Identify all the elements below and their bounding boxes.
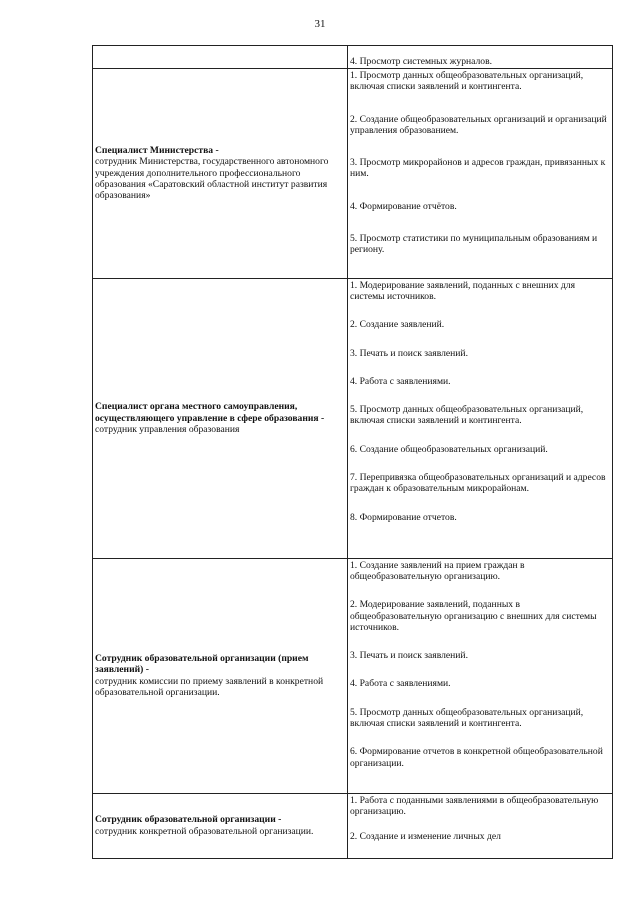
permission-item: 6. Формирование отчетов в конкретной общеобразовательной организации. — [350, 746, 603, 769]
role-description: сотрудник конкретной образовательной организации. — [95, 825, 314, 837]
permission-item: 2. Модерирование заявлений, поданных в общеобразовательную организацию с внешних для системы источников. — [350, 599, 597, 633]
permission-item: 7. Перепривязка общеобразовательных организаций и адресов граждан к образовательным микрорайонам. — [350, 472, 606, 495]
permission-item: 5. Просмотр данных общеобразовательных организаций, включая списки заявлений и контингента. — [350, 706, 584, 730]
permissions-cell — [348, 793, 613, 858]
permission-item: 1. Создание заявлений на прием граждан в общеобразовательную организацию. — [350, 559, 525, 582]
permission-item: 4. Работа с заявлениями. — [350, 678, 451, 690]
role-title: Сотрудник образовательной организации - — [95, 814, 282, 826]
table-row — [93, 278, 613, 558]
permission-item: 4. Работа с заявлениями. — [350, 375, 451, 387]
permission-item: 1. Работа с поданными заявлениями в общеобразовательную организацию. — [350, 794, 599, 817]
permission-item: 2. Создание заявлений. — [350, 319, 445, 331]
permission-item: 4. Формирование отчётов. — [350, 200, 457, 212]
permission-item: 8. Формирование отчетов. — [350, 511, 457, 523]
permission-item: 5. Просмотр статистики по муниципальным образованиям и региону. — [350, 233, 598, 256]
table-row — [93, 46, 613, 69]
role-title: Специалист Министерства - — [95, 145, 219, 157]
role-description: сотрудник управления образования — [95, 423, 240, 435]
permission-item: 6. Создание общеобразовательных организаций. — [350, 443, 548, 455]
permission-item: 3. Просмотр микрорайонов и адресов граждан, привязанных к ним. — [350, 157, 606, 180]
permission-item: 1. Просмотр данных общеобразовательных организаций, включая списки заявлений и контингента. — [350, 70, 584, 93]
permission-item: 4. Просмотр системных журналов. — [350, 55, 493, 67]
table-row — [93, 793, 613, 858]
role-cell — [93, 46, 348, 69]
permissions-cell — [348, 69, 613, 279]
role-cell — [93, 278, 348, 558]
permissions-cell — [348, 558, 613, 793]
permission-item: 3. Печать и поиск заявлений. — [350, 650, 468, 662]
permission-item: 3. Печать и поиск заявлений. — [350, 347, 468, 359]
role-cell — [93, 69, 348, 279]
table-row — [93, 558, 613, 793]
table-row — [93, 69, 613, 279]
permission-item: 5. Просмотр данных общеобразовательных организаций, включая списки заявлений и контингента. — [350, 404, 584, 427]
page-number: 31 — [314, 18, 326, 30]
role-title: Специалист органа местного самоуправления, осуществляющего управление в сфере образования - — [95, 401, 325, 424]
permissions-cell — [348, 278, 613, 558]
permission-item: 2. Создание общеобразовательных организаций и организаций управления образованием. — [350, 113, 607, 136]
role-cell — [93, 558, 348, 793]
role-title: Сотрудник образовательной организации (прием заявлений) - — [95, 653, 309, 676]
role-cell — [93, 793, 348, 858]
permissions-cell — [348, 46, 613, 69]
role-description: сотрудник Министерства, государственного автономного учреждения дополнительного профессионального образования «Саратовский областной институт развития образования» — [95, 156, 329, 202]
permission-item: 1. Модерирование заявлений, поданных с внешних для системы источников. — [350, 279, 575, 302]
roles-table — [92, 45, 613, 859]
role-description: сотрудник комиссии по приему заявлений в конкретной образовательной организации. — [95, 675, 324, 698]
permission-item: 2. Создание и изменение личных дел — [350, 831, 501, 843]
